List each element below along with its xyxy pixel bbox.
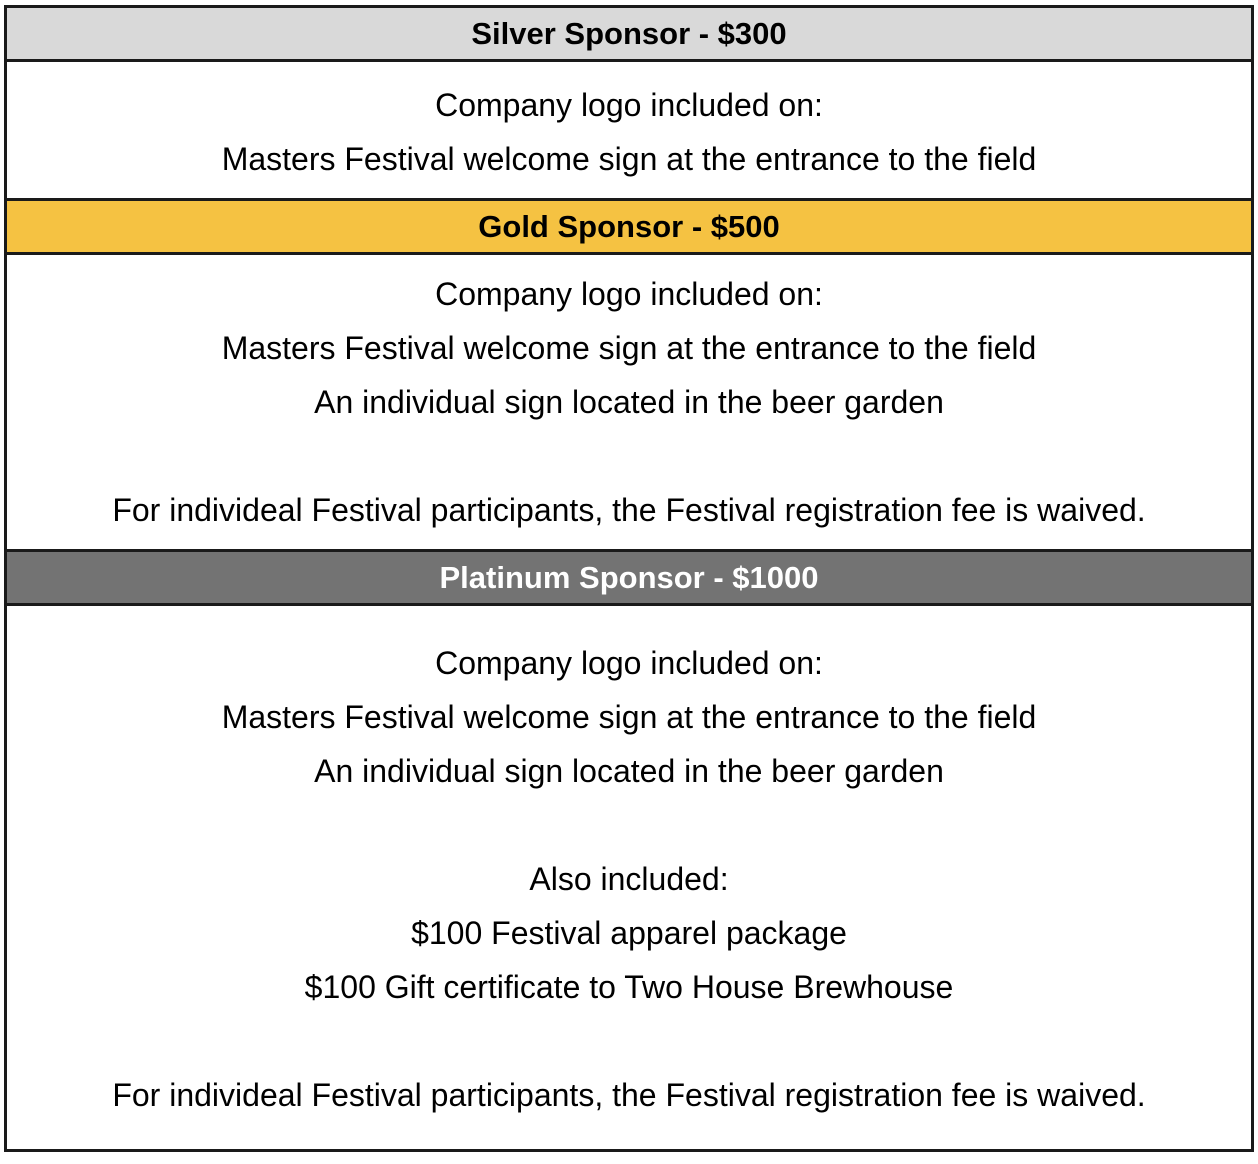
gold-note: For individeal Festival participants, the Festival registration fee is waived. (112, 492, 1146, 528)
platinum-logo-heading: Company logo included on: (435, 645, 823, 681)
platinum-tier-body (7, 606, 1251, 1149)
platinum-logo-item: An individual sign located in the beer garden (314, 753, 944, 789)
platinum-also-item: $100 Festival apparel package (411, 915, 847, 951)
platinum-logo-item: Masters Festival welcome sign at the entrance to the field (221, 699, 1037, 735)
gold-tier-body (7, 255, 1251, 552)
silver-logo-item: Masters Festival welcome sign at the entrance to the field (221, 141, 1037, 177)
platinum-tier-title: Platinum Sponsor - $1000 (439, 559, 819, 595)
gold-tier-header (7, 201, 1251, 255)
platinum-also-heading: Also included: (529, 861, 729, 897)
gold-logo-heading: Company logo included on: (435, 276, 823, 312)
silver-logo-heading: Company logo included on: (435, 87, 823, 123)
gold-tier-title: Gold Sponsor - $500 (478, 208, 780, 244)
platinum-note: For individeal Festival participants, the Festival registration fee is waived. (112, 1077, 1146, 1113)
silver-tier-header (7, 8, 1251, 62)
gold-logo-item: An individual sign located in the beer garden (314, 384, 944, 420)
silver-tier-title: Silver Sponsor - $300 (471, 15, 787, 51)
platinum-tier-header (7, 552, 1251, 606)
sponsorship-table (4, 5, 1254, 1152)
silver-tier-body (7, 62, 1251, 201)
gold-logo-item: Masters Festival welcome sign at the entrance to the field (221, 330, 1037, 366)
platinum-also-item: $100 Gift certificate to Two House Brewhouse (304, 969, 954, 1005)
